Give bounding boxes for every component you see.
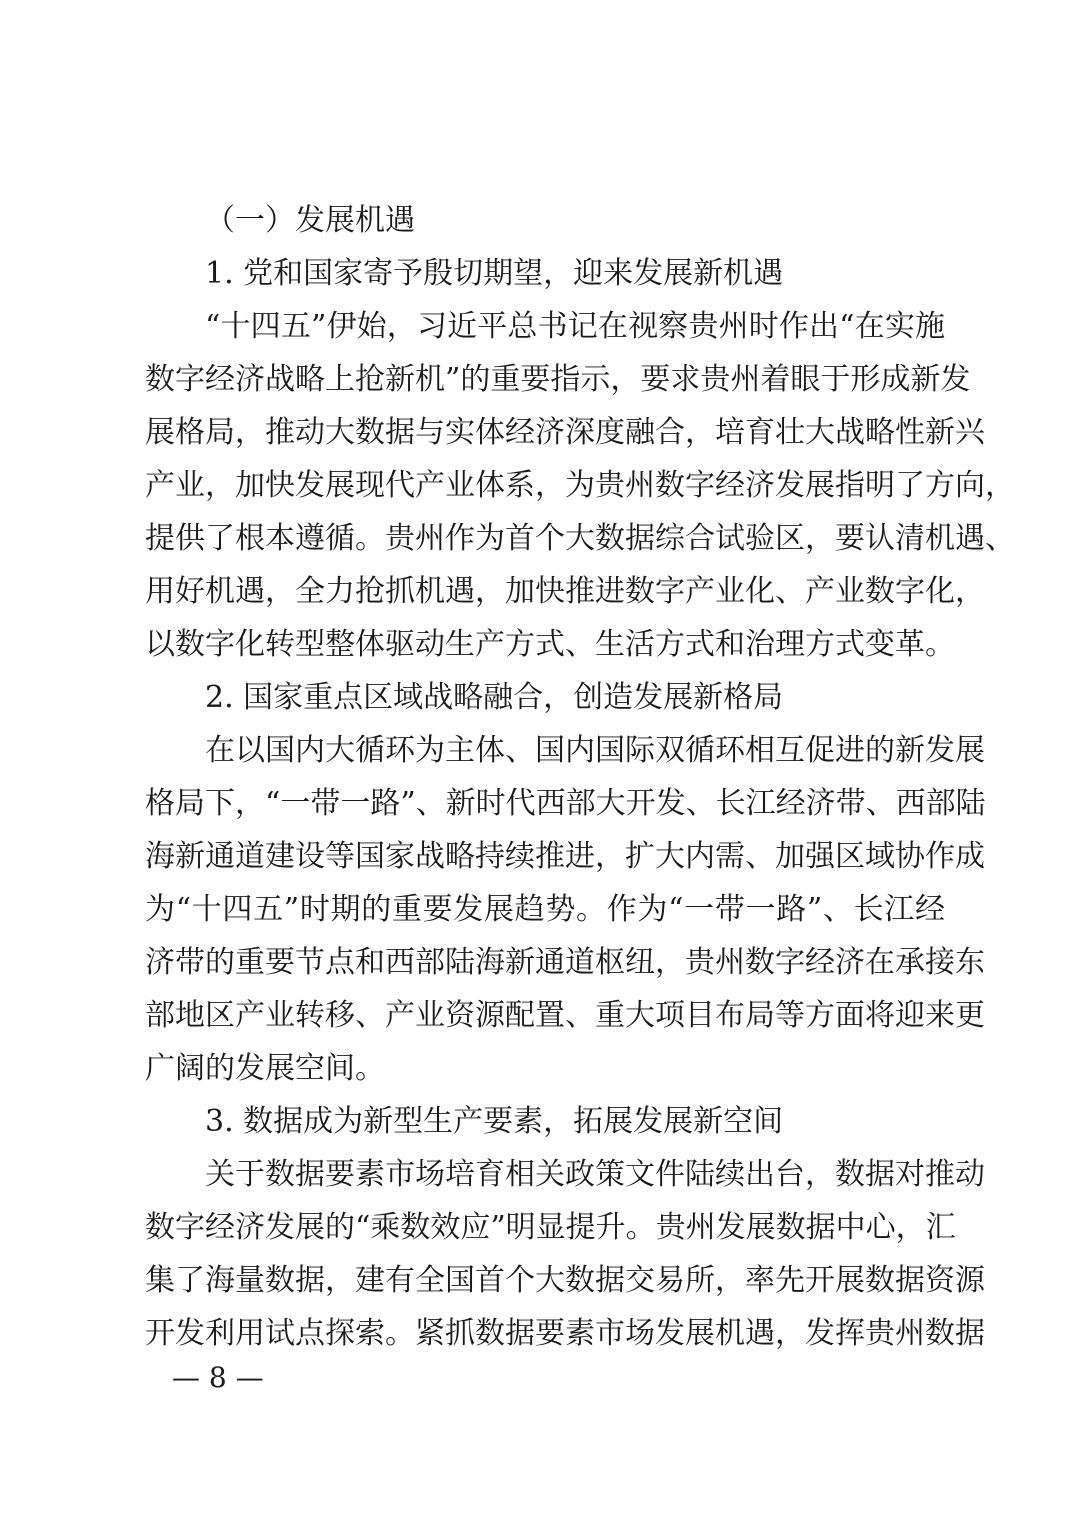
paragraph-1-line-3: 展格局，推动大数据与实体经济深度融合，培育壮大战略性新兴 <box>145 415 985 450</box>
section-heading: （一）发展机遇 <box>205 203 415 238</box>
paragraph-1-line-1: “十四五”伊始，习近平总书记在视察贵州时作出“在实施 <box>205 309 945 344</box>
subsection-heading-2: 2. 国家重点区域战略融合，创造发展新格局 <box>205 680 784 715</box>
paragraph-2-line-2: 格局下，“一带一路”、新时代西部大开发、长江经济带、西部陆 <box>145 786 986 821</box>
paragraph-2-line-3: 海新通道建设等国家战略持续推进，扩大内需、加强区域协作成 <box>145 839 985 874</box>
page-number: — 8 — <box>172 1361 264 1394</box>
paragraph-1-line-5: 提供了根本遵循。贵州作为首个大数据综合试验区，要认清机遇、 <box>145 521 1015 556</box>
subsection-heading-1: 1. 党和国家寄予殷切期望，迎来发展新机遇 <box>205 256 784 291</box>
paragraph-3-line-4: 开发利用试点探索。紧抓数据要素市场发展机遇，发挥贵州数据 <box>145 1316 985 1351</box>
paragraph-2-line-1: 在以国内大循环为主体、国内国际双循环相互促进的新发展 <box>205 733 985 768</box>
paragraph-1-line-7: 以数字化转型整体驱动生产方式、生活方式和治理方式变革。 <box>145 627 955 662</box>
paragraph-2-line-7: 广阔的发展空间。 <box>145 1051 385 1086</box>
paragraph-3-line-2: 数字经济发展的“乘数效应”明显提升。贵州发展数据中心，汇 <box>145 1210 956 1245</box>
paragraph-1-line-4: 产业，加快发展现代产业体系，为贵州数字经济发展指明了方向， <box>145 468 1015 503</box>
paragraph-1-line-2: 数字经济战略上抢新机”的重要指示，要求贵州着眼于形成新发 <box>145 362 971 397</box>
paragraph-1-line-6: 用好机遇，全力抢抓机遇，加快推进数字产业化、产业数字化， <box>145 574 985 609</box>
paragraph-2-line-4: 为“十四五”时期的重要发展趋势。作为“一带一路”、长江经 <box>145 892 945 927</box>
paragraph-2-line-5: 济带的重要节点和西部陆海新通道枢纽，贵州数字经济在承接东 <box>145 945 985 980</box>
paragraph-2-line-6: 部地区产业转移、产业资源配置、重大项目布局等方面将迎来更 <box>145 998 985 1033</box>
subsection-heading-3: 3. 数据成为新型生产要素，拓展发展新空间 <box>205 1104 784 1139</box>
paragraph-3-line-1: 关于数据要素市场培育相关政策文件陆续出台，数据对推动 <box>205 1157 985 1192</box>
paragraph-3-line-3: 集了海量数据，建有全国首个大数据交易所，率先开展数据资源 <box>145 1263 985 1298</box>
